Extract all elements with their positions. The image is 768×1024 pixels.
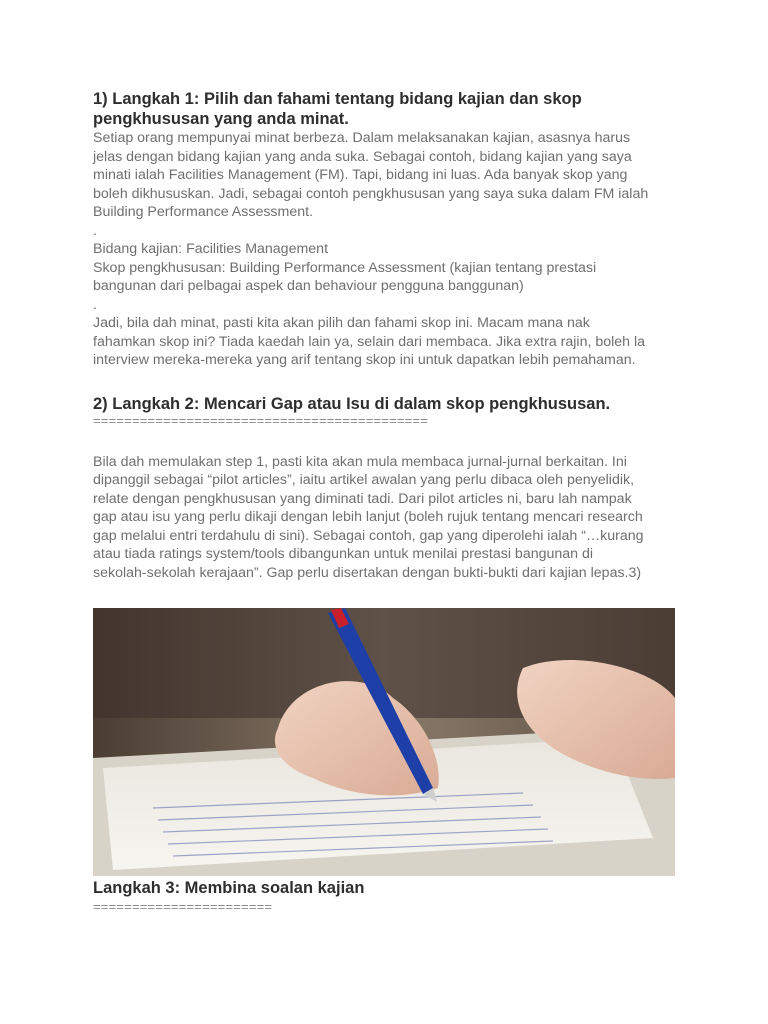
separator-dot: . (93, 222, 97, 239)
text-line: boleh dikhususkan. Jadi, sebagai contoh pengkhususan yang saya suka dalam FM ialah (93, 185, 649, 202)
scope-line: bangunan dari pelbagai aspek dan behaviour pengguna banggunan) (93, 278, 524, 294)
step1-heading (93, 89, 677, 129)
text-line: fahamkan skop ini? Tiada kaedah lain ya, selain dari membaca. Jika extra rajin, boleh la (93, 333, 646, 350)
step1-heading-line: pengkhususan yang anda minat. (93, 110, 349, 128)
text-line: Setiap orang mempunyai minat berbeza. Dalam melaksanakan kajian, asasnya harus (93, 130, 631, 146)
hand-writing-illustration (93, 608, 675, 876)
text-line: gap melalui entri terdahulu di sini). Sebagai contoh, gap yang diperolehi ialah “…kurang (93, 527, 644, 544)
text-line: sekolah-sekolah kerajaan”. Gap perlu disertakan dengan bukti-bukti dari kajian lepas.3) (93, 564, 642, 581)
step3-heading: Langkah 3: Membina soalan kajian (93, 879, 365, 897)
step1-paragraph (93, 129, 677, 370)
step2-divider: =========================================== (93, 413, 429, 428)
separator-dot: . (93, 296, 97, 313)
text-line: atau tiada ratings system/tools dibangunkan untuk menilai prestasi bangunan di (93, 546, 594, 562)
writing-photo (93, 608, 675, 876)
text-line: jelas dengan bidang kajian yang anda suka. Sebagai contoh, bidang kajian yang saya (93, 148, 632, 165)
text-line: Building Performance Assessment. (93, 204, 314, 220)
step3-divider: ======================= (93, 900, 273, 914)
scope-line: Skop pengkhususan: Building Performance Assessment (kajian tentang prestasi (93, 259, 597, 276)
step1-heading-line: 1) Langkah 1: Pilih dan fahami tentang bidang kajian dan skop (93, 90, 582, 108)
step2-heading: 2) Langkah 2: Mencari Gap atau Isu di dalam skop pengkhususan. (93, 394, 611, 413)
text-line: interview mereka-mereka yang arif tentang skop ini untuk dapatkan lebih pemahaman. (93, 352, 636, 368)
text-line: Bila dah memulakan step 1, pasti kita akan mula membaca jurnal-jurnal berkaitan. Ini (93, 453, 627, 470)
text-line: gap atau isu yang perlu dikaji dengan lebih lanjut (boleh rujuk tentang mencari research (93, 509, 643, 525)
field-line: Bidang kajian: Facilities Management (93, 241, 329, 257)
text-line: Jadi, bila dah minat, pasti kita akan pilih dan fahami skop ini. Macam mana nak (93, 315, 590, 331)
article-body (93, 89, 677, 914)
step2-paragraph (93, 453, 677, 583)
text-line: minati ialah Facilities Management (FM). Tapi, bidang ini luas. Ada banyak skop yang (93, 167, 628, 183)
text-line: relate dengan pengkhususan yang diminati tadi. Dari pilot articles ni, baru lah nampak (93, 490, 632, 507)
text-line: dipanggil sebagai “pilot articles”, iaitu artikel awalan yang perlu dibaca oleh penyelidik, (93, 472, 635, 488)
